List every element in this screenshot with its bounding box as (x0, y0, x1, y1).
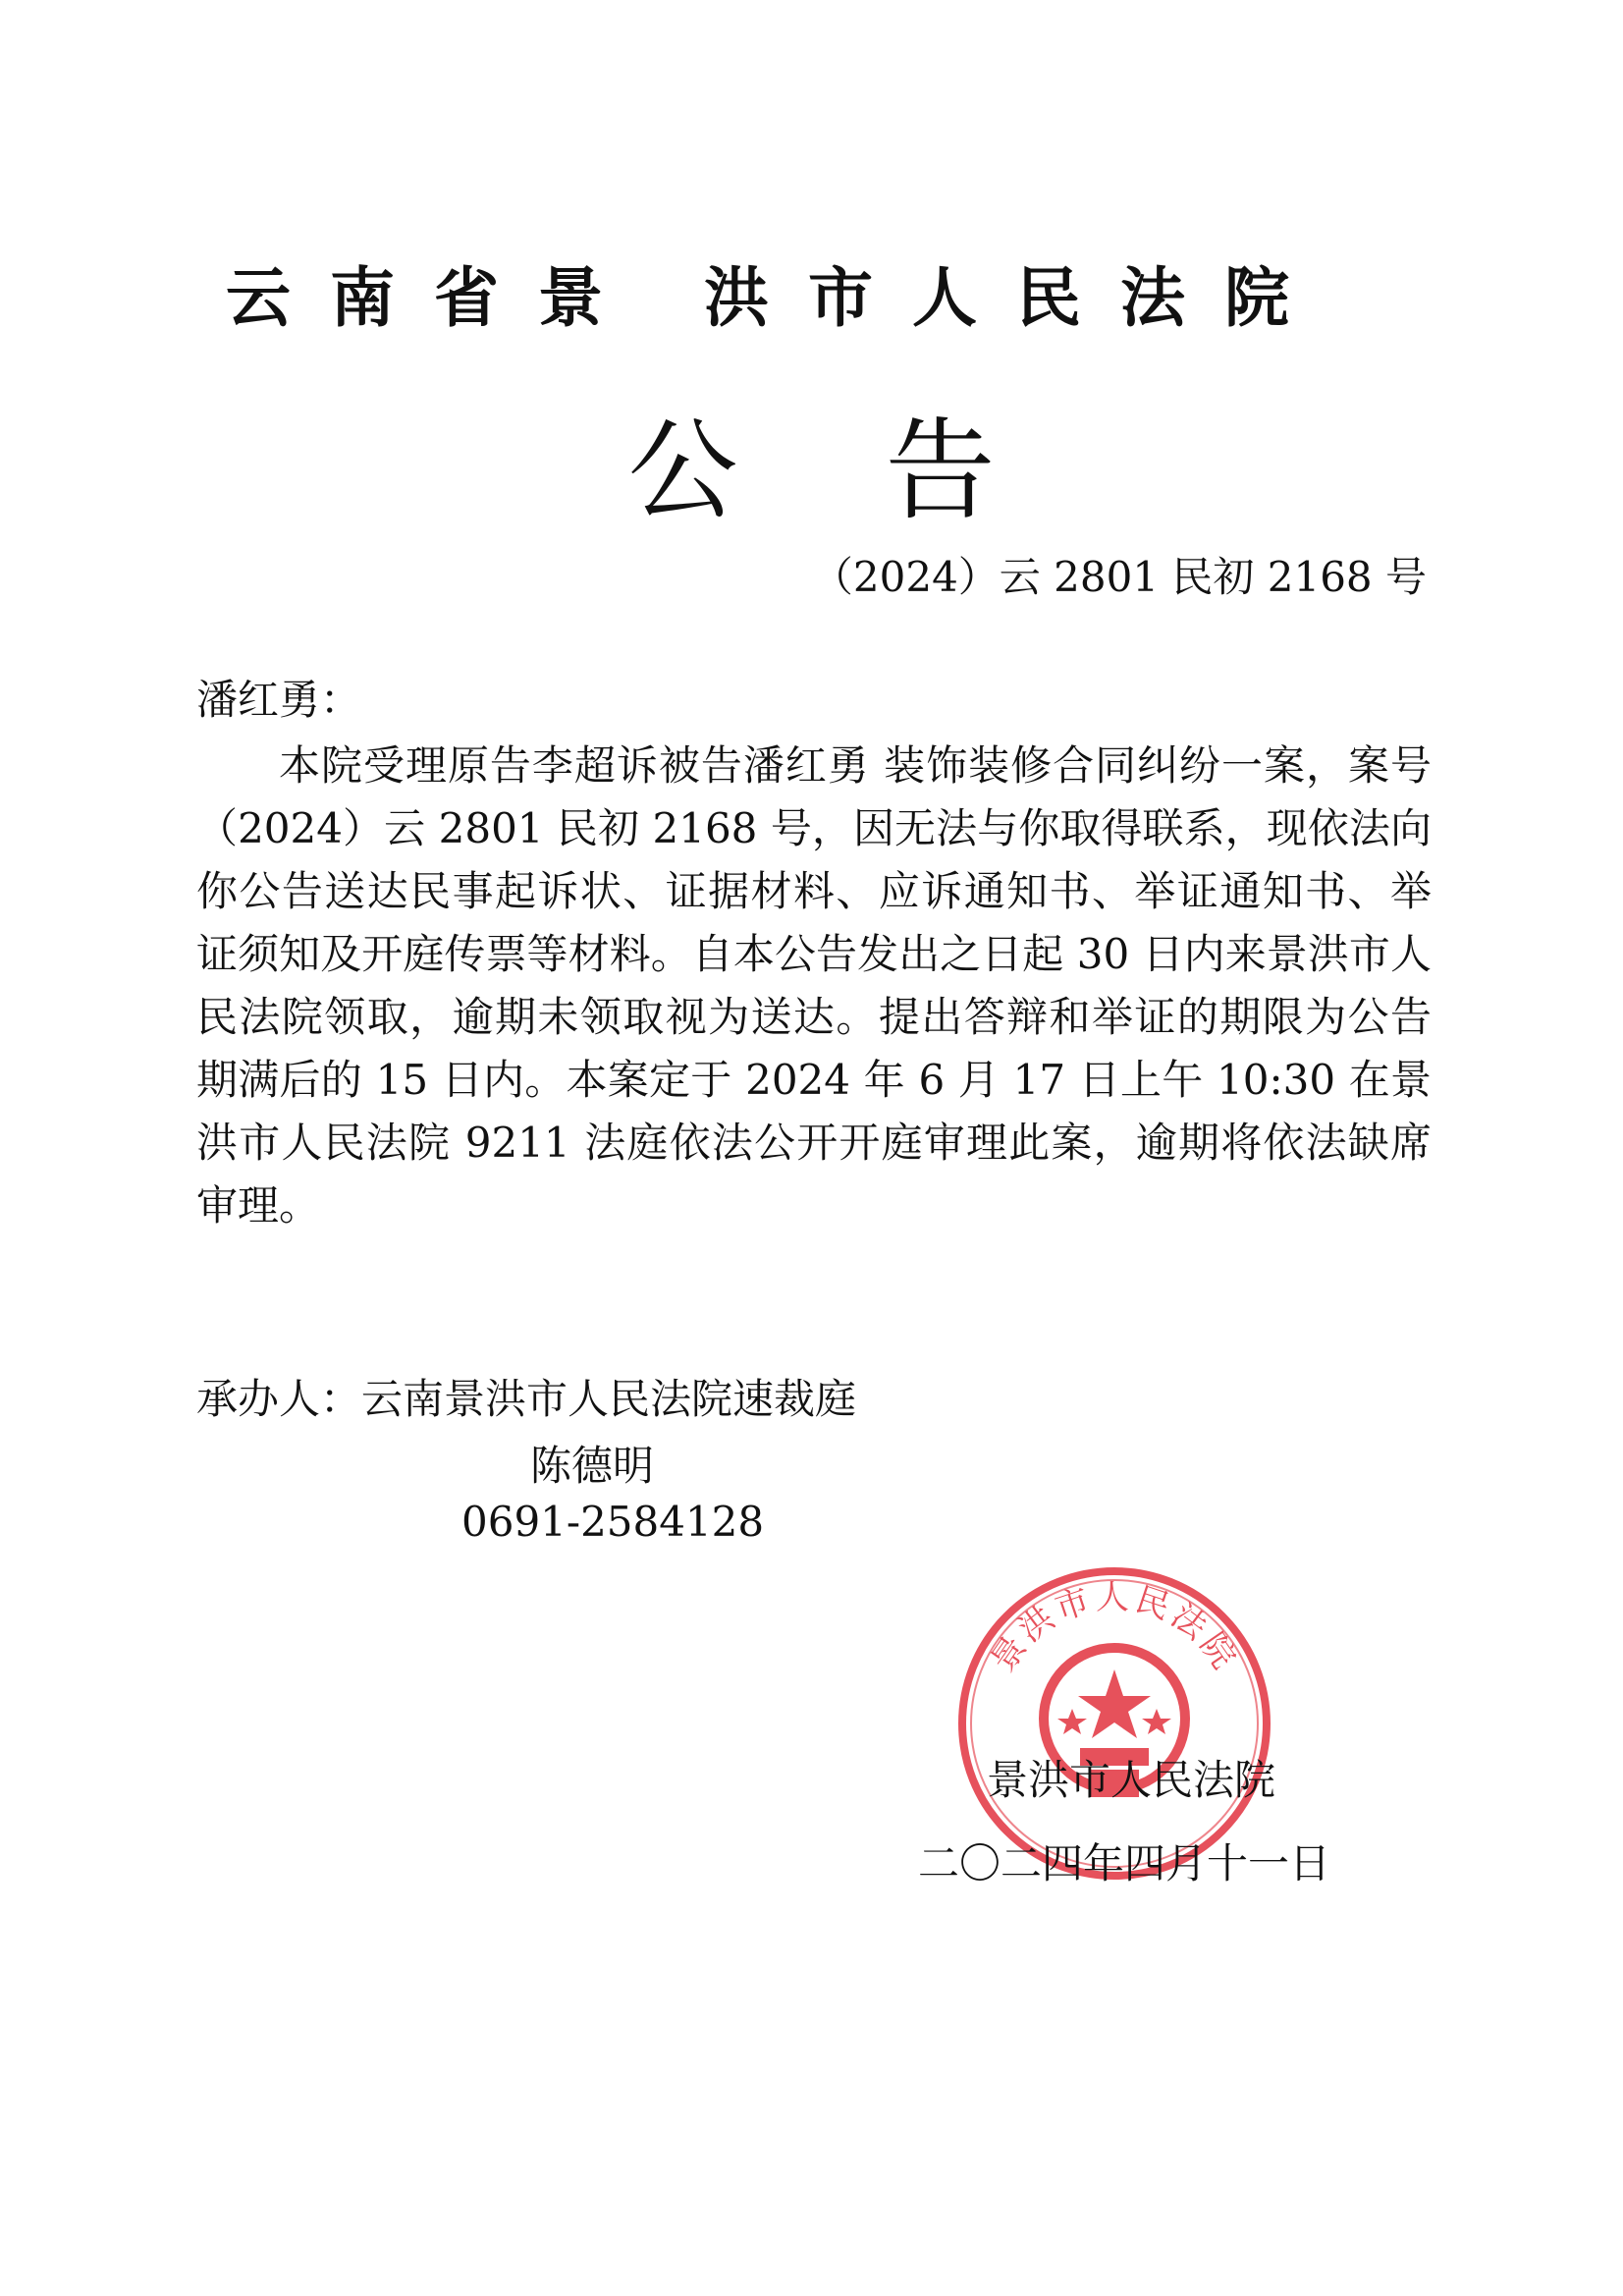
handler-phone: 0691-2584128 (461, 1498, 765, 1546)
document-title: 公告 (627, 408, 1143, 535)
signature-court-name: 景洪市人民法院 (987, 1756, 1276, 1804)
case-number: （2024）云 2801 民初 2168 号 (811, 553, 1427, 601)
addressee: 潘红勇： (196, 676, 362, 724)
handler-label: 承办人： (196, 1375, 362, 1423)
handler-name: 陈德明 (530, 1442, 655, 1490)
handler-line (196, 1367, 856, 1426)
signature-date: 二〇二四年四月十一日 (918, 1839, 1331, 1887)
notice-body: 本院受理原告李超诉被告潘红勇 装饰装修合同纠纷一案，案号（2024）云 2801 民初 2168 号，因无法与你取得联系，现依法向你公告送达民事起诉状、证据材料、应诉通知书、举证通知书、举证须知及开庭传票等材料。自本公告发出之日起 30 日内来景洪市人民法院领取，逾期未领取视为送达。提出答辩和举证的期限为公告期满后的 15 日内。本案定于 2024 年 6 月 17 日上午 10:30 在景洪市人民法院 9211 法庭依法公开开庭审理此案，逾期将依法缺席审理。 (196, 741, 1432, 1230)
court-name-heading: 云南省景 洪市人民法院 (226, 260, 1328, 336)
svg-text:景洪市人民法院 (984, 1578, 1246, 1679)
handler-department: 云南景洪市人民法院速裁庭 (361, 1375, 857, 1423)
seal-text: 景洪市人民法院 (983, 1578, 1246, 1679)
